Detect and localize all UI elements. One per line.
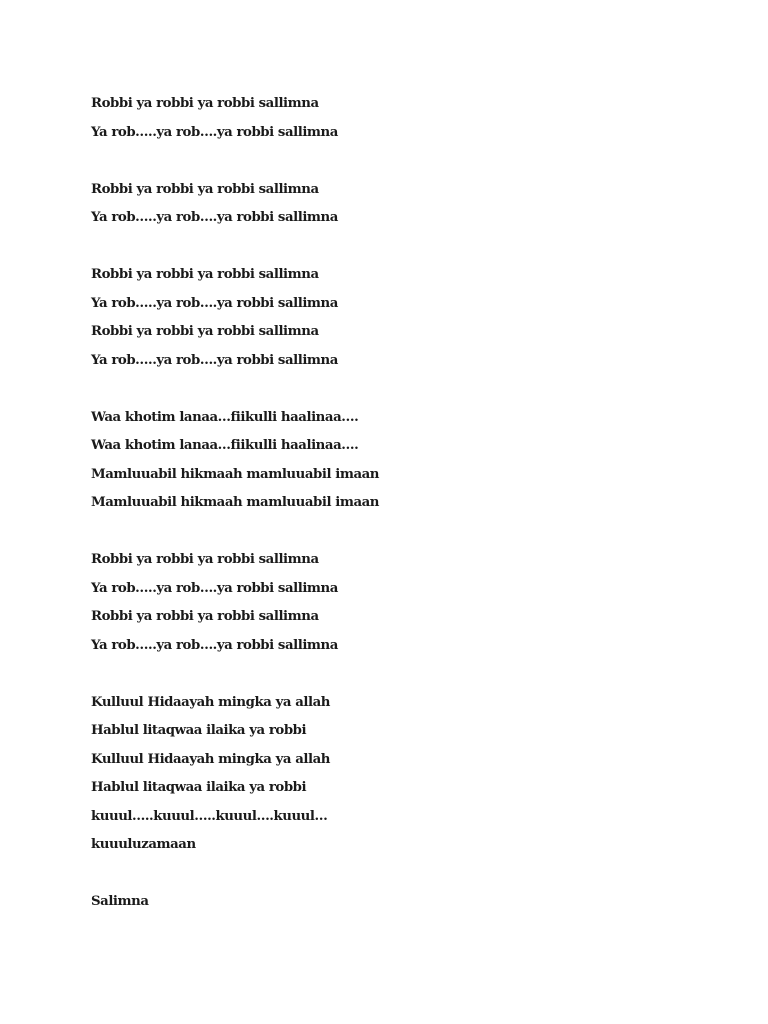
lyric-line: Ya rob…..ya rob….ya robbi sallimna	[91, 580, 338, 596]
lyrics-body	[91, 90, 731, 945]
lyric-line: Mamluuabil hikmaah mamluuabil imaan	[91, 495, 380, 510]
lyric-line: Robbi ya robbi ya robbi sallimna	[91, 267, 319, 282]
lyric-line: Salimna	[91, 894, 149, 909]
stanza	[91, 90, 731, 147]
lyric-line: Hablul litaqwaa ilaika ya robbi	[91, 723, 307, 738]
stanza	[91, 261, 731, 375]
stanza	[91, 689, 731, 860]
lyric-line: Mamluuabil hikmaah mamluuabil imaan	[91, 466, 380, 482]
lyric-line: Kulluul Hidaayah mingka ya allah	[91, 694, 330, 710]
lyric-line: Kulluul Hidaayah mingka ya allah	[91, 751, 330, 767]
lyric-line: Robbi ya robbi ya robbi sallimna	[91, 324, 319, 339]
lyric-line: Waa khotim lanaa…fiikulli haalinaa….	[91, 409, 359, 425]
lyric-line: Robbi ya robbi ya robbi sallimna	[91, 552, 319, 567]
lyric-line: Ya rob…..ya rob….ya robbi sallimna	[91, 352, 338, 368]
lyric-line: Ya rob…..ya rob….ya robbi sallimna	[91, 210, 338, 225]
stanza	[91, 404, 731, 518]
lyric-line: Robbi ya robbi ya robbi sallimna	[91, 181, 319, 197]
lyric-line: kuuul…..kuuul…..kuuul….kuuul…	[91, 808, 328, 824]
stanza	[91, 888, 731, 917]
lyric-line: Hablul litaqwaa ilaika ya robbi	[91, 780, 307, 795]
lyric-line: Robbi ya robbi ya robbi sallimna	[91, 96, 319, 111]
stanza	[91, 176, 731, 233]
lyric-line: Robbi ya robbi ya robbi sallimna	[91, 609, 319, 624]
stanza	[91, 546, 731, 660]
lyric-line: Ya rob…..ya rob….ya robbi sallimna	[91, 637, 338, 653]
lyric-line: Waa khotim lanaa…fiikulli haalinaa….	[91, 438, 359, 453]
lyric-line: Ya rob…..ya rob….ya robbi sallimna	[91, 124, 338, 140]
lyric-line: Ya rob…..ya rob….ya robbi sallimna	[91, 295, 338, 311]
lyric-line: kuuuluzamaan	[91, 837, 196, 852]
